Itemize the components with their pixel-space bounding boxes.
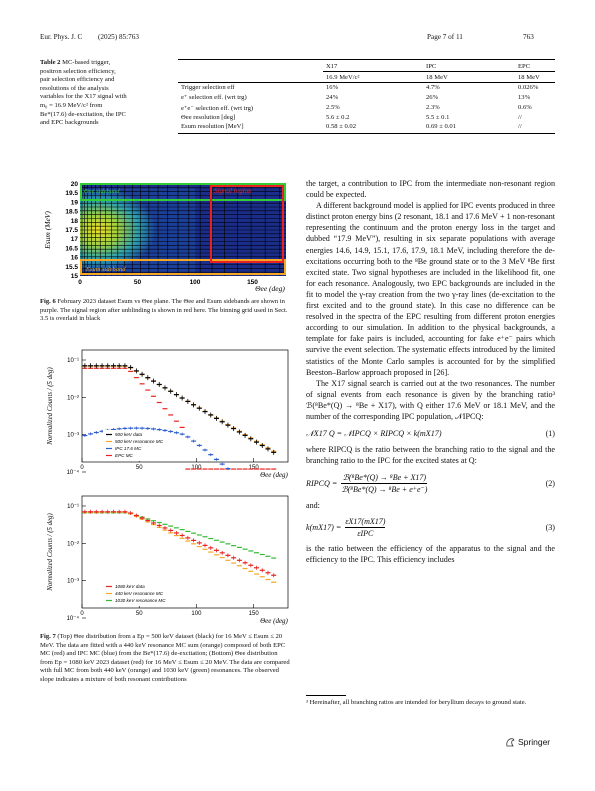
table-subheader-cell [178,72,323,82]
table-cell: 5.5 ± 0.1 [426,114,450,122]
legend-label: 1030 keV resonance MC [115,598,166,603]
y-tick-label: 16.5 [65,245,78,253]
paragraph: the target, a contribution to IPC from the intermediate non-resonant region could be expected. [306,179,555,200]
fig7-top-plot [38,344,298,480]
fig7-bottom-ylabel: Normalized Counts / (5 deg) [47,513,54,591]
x-tick-label: 150 [248,465,259,471]
paragraph: A different background model is applied for IPC events produced in three distinct proton energy bins (2 resonant, 18.1 and 17.6 MeV + 1 non-resonant representing the continuum and the proton energy loss in the target and dubbed “17.9 MeV”), resulting in six separate populations with average energies 14.6, 14.9, 15.1, 17.6, 17.9, 18.1 MeV, including therefore the de-excitations occurring both to the ⁸Be ground state or to the 3 MeV ⁸Be first excited state. Two signal hypotheses are included in the likelihood fit, one for each resonance. Analogously, two EPC backgrounds are included in the fit to model the γ-ray creation from the two γ-ray lines (de-excitation to the first excited and to the ground state). In this case no difference can be resolved in the spectra of the EPC resulting from different proton energies according to our simulation. In addition to the physical backgrounds, a template for fake pairs is included, accounting for fake e⁺e⁻ pairs which survive the event selection. The systematic effects introduced by the limited statistics of the Monte Carlo samples is accounted for by the simplified Beeston–Barlow approach proposed in [26]. [306,201,555,377]
page-number: Page 7 of 11 [427,33,463,41]
table2 [178,59,555,134]
y-tick-label: 19 [70,199,78,207]
table-cell: // [518,123,522,131]
table2-caption-label: Table 2 [40,59,61,66]
y-tick-label: 15 [70,273,78,280]
signal-region-label: Signal region [214,187,252,195]
equation-2-lhs: RIPCQ = [306,479,338,489]
y-tick-label: 16 [70,254,78,262]
y-tick-label: 10⁻² [67,395,79,402]
paragraph: where RIPCQ is the ratio between the branching ratio to the signal and the branching ratio to the IPC for the excited states at Q: [306,445,555,466]
y-tick-label: 10⁻³ [67,578,79,585]
fig7-caption-text: (Top) Θee distribution from a Ep = 500 keV dataset (black) for 16 MeV ≤ Esum ≤ 20 MeV. The data are fitted with a 440 keV resonance MC sum (orange) composed of both EPC MC (red) and IPC MC (blue) from the Be*(17.6) de-excitation; (Bottom) Θee distribution from Ep = 1080 keV 2023 dataset (red) for 16 MeV ≤ Esum ≤ 20 MeV. The data are compared with full MC from both 440 keV (orange) and 1030 keV (green) resonances. The observed slope indicates a mixture of both resonant contributions [40,633,290,683]
table2-caption-line: variables for the X17 signal with [40,93,127,101]
table-header-cell: IPC [426,63,437,71]
table-cell: 0.026% [518,83,539,91]
y-tick-label: 10⁻¹ [67,504,79,510]
fig7-top-legend [103,430,164,461]
table-cell: 4.7% [426,83,440,91]
table-row [178,83,555,92]
equation-1-body: 𝒩X17 Q = 𝒩IPCQ × RIPCQ × k(mX17) [306,429,442,439]
equation-3-lhs: k(mX17) = [306,522,342,532]
publisher-name: Springer [518,737,551,747]
y-tick-label: 10⁻¹ [67,358,79,364]
table-cell: Trigger selection eff [181,83,235,91]
table-header-cell: EPC [518,63,531,71]
table-row [178,122,555,131]
legend-label: EPC MC [115,453,133,458]
table-cell: e⁺ selection eff. (wrt trg) [181,94,247,102]
fig7-bottom-plot [38,490,298,626]
fig6-xlabel: Θee (deg) [255,284,285,293]
y-tick-label: 10⁻⁴ [66,616,79,622]
y-tick-label: 20 [70,181,78,188]
footnote-rule [306,695,346,696]
table-cell: Esum resolution [MeV] [181,123,244,131]
legend-label: IPC 17.6 MC [115,446,142,451]
equation-2-denominator: ℬ(⁸Be*(Q) → ⁸Be + e⁺e⁻) [341,485,428,495]
table-cell: 13% [518,93,531,101]
y-tick-label: 19.5 [65,190,78,198]
x-tick-label: 0 [80,611,84,617]
x-tick-label: 100 [191,611,202,617]
table2-caption-line: m₀ = 16.9 MeV/c² from [40,101,103,109]
table2-caption-line: and EPC backgrounds [40,119,99,127]
equation-1 [306,428,555,439]
table2-caption-line: Be*(17.6) de-excitation, the IPC [40,110,126,118]
y-tick-label: 18 [70,217,78,225]
journal-name: Eur. Phys. J. C [40,33,83,41]
table-subheader-cell: 16.9 MeV/c² [323,72,423,82]
y-tick-label: 15.5 [65,263,78,271]
table-cell: 2.5% [326,104,340,112]
table2-caption-line: pair selection efficiency and [40,76,115,84]
results-table [178,62,555,132]
sideband-bottom-label: Esum sideband [86,266,126,273]
table-cell: 26% [426,93,439,101]
table-top-rule [178,59,555,60]
table-cell: // [518,114,522,122]
equation-2-fraction [341,472,427,495]
fig7-caption [40,633,290,685]
y-tick-label: 17 [70,236,78,244]
publisher-logo [505,737,550,747]
table-cell: 2.3% [426,104,440,112]
equation-2-numerator: ℬ(⁸Be*(Q) → ⁸Be + X17) [342,473,427,483]
fig7-caption-label: Fig. 7 [40,633,56,640]
equation-2-number: (2) [545,479,555,489]
fig7-bottom-series [82,510,276,582]
legend-label: 1080 keV data [115,584,145,589]
y-tick-label: 17.5 [65,227,78,234]
y-tick-label: 10⁻³ [67,432,79,439]
x-tick-label: 0 [80,465,84,471]
table-header-cell: X17 [326,63,338,71]
table-cell: 24% [326,93,339,101]
table-cell: 0.6% [518,104,532,112]
equation-3-numerator: εX17(mX17) [345,516,386,526]
paragraph: The X17 signal search is carried out at the two resonances. The number of signal events from each resonance is given by the branching ratio³ ℬ(⁸Be*(Q) → ⁸Be + X17), with Q either 17.6 MeV or 18.1 MeV, and the number of the corresponding IPC population, 𝒩IPCQ: [306,378,555,421]
table2-caption [40,59,165,128]
y-tick-label: 10⁻² [67,541,79,548]
fig6-caption [40,298,290,324]
article-number: 763 [523,33,534,41]
x-tick-label: 100 [191,465,202,471]
journal-volume: (2025) 85:763 [98,33,139,41]
paragraph: is the ratio between the efficiency of the apparatus to the signal and the efficiency to the IPC. This efficiency includes [306,543,555,564]
table2-caption-line: MC-based trigger, [62,59,111,66]
table-cell: 0.69 ± 0.01 [426,123,456,131]
footnote: ³ Hereinafter, all branching ratios are intended for beryllium decays to ground state. [306,699,527,706]
fig7-bottom-legend [103,582,166,606]
table-cell: 0.58 ± 0.02 [326,123,356,131]
fig7-bottom-ticks [67,504,260,622]
x-tick-label: 150 [247,279,258,286]
x-tick-label: 50 [133,279,142,286]
x-tick-label: 100 [189,279,201,286]
table-cell: e⁺e⁻ selection eff. (wrt trg) [181,104,254,112]
equation-3-denominator: εIPC [345,527,385,539]
fig6-yticks [65,181,78,280]
x-tick-label: 150 [248,611,259,617]
equation-3-fraction [345,516,385,539]
x-tick-label: 50 [135,465,143,471]
table-subheader-row [178,72,555,82]
table-row [178,92,555,102]
y-tick-label: 10⁻⁴ [66,470,79,476]
springer-horse-icon [505,737,515,747]
fig7-bottom-xlabel: Θee (deg) [260,617,288,625]
equation-3 [306,516,555,539]
table-cell: Θee resolution [deg] [181,114,236,122]
table-row [178,103,555,113]
table-subheader-cell: 18 MeV [515,72,555,82]
fig6-caption-label: Fig. 6 [40,298,56,305]
legend-label: 440 keV resonance MC [115,591,164,596]
fig7-top-ylabel: Normalized Counts / (5 deg) [47,367,54,445]
fig6-caption-text: February 2023 dataset Esum vs Θee plane. The Θee and Esum sidebands are shown in purple. The signal region after unblinding is shown in red here. The binning grid used in Sect. 3.5 is overlaid in black [40,298,288,323]
table2-caption-line: positron selection efficiency, [40,67,116,75]
x-tick-label: 50 [135,611,143,617]
fig7-top-ticks [67,358,260,476]
fig7-top-xlabel: Θee (deg) [260,471,288,479]
equation-3-number: (3) [545,522,555,532]
table-subheader-cell: 18 MeV [423,72,515,82]
right-column [306,178,555,565]
equation-1-number: (1) [545,429,555,439]
sideband-top-label: Θee sideband [84,188,120,195]
fig6-ylabel: Esum (MeV) [43,211,52,249]
fig6-heatmap [38,178,298,296]
equation-2 [306,472,555,495]
table-cell: 5.6 ± 0.2 [326,114,350,122]
fig6-xticks [78,279,258,286]
y-tick-label: 18.5 [65,208,78,216]
legend-label: 500 keV data [115,432,143,437]
table-row [178,113,555,122]
table-header-row [178,62,555,72]
table-header-cell [178,62,323,72]
table-cell: 16% [326,83,339,91]
x-tick-label: 0 [78,279,82,286]
table-bottom-rule [178,133,555,134]
legend-label: 500 keV resonance MC [115,439,164,444]
table2-caption-line: resolutions of the analysis [40,84,109,92]
paragraph: and: [306,500,320,510]
